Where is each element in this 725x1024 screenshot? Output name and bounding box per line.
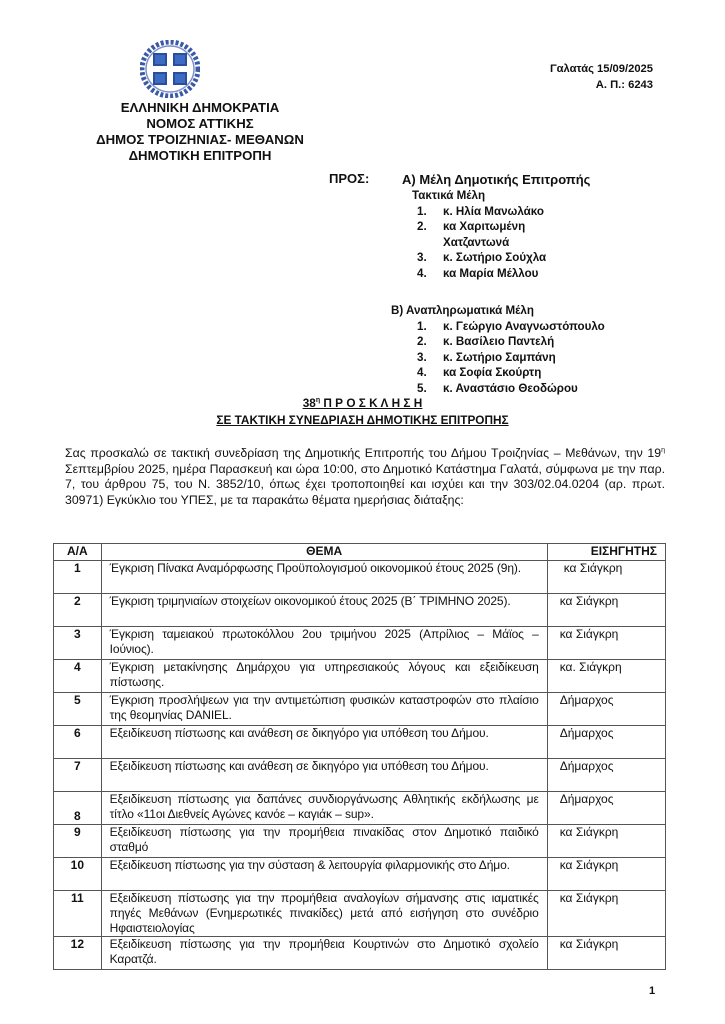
invitation-title [0, 396, 725, 410]
invitation-number: 38 [302, 396, 316, 410]
list-item: 3. κ. Σωτήριο Σαμπάνη [417, 350, 556, 364]
group-a-list [402, 188, 590, 282]
recipients-group-b [391, 303, 605, 397]
list-item: 4. κα Σοφία Σκούρτη [417, 366, 542, 380]
list-item: 2. κ. Βασίλειο Παντελή [417, 335, 555, 349]
org-line-2: ΝΟΜΟΣ ΑΤΤΙΚΗΣ [146, 116, 254, 131]
table-row: 3 Έγκριση ταμειακού πρωτοκόλλου 2ου τριμήνου 2025 (Απρίλιος – Μάϊος – Ιούνιος). κα Σιάγκρη [54, 627, 666, 660]
intro-paragraph: Σας προσκαλώ σε τακτική συνεδρίαση της Δημοτικής Επιτροπής του Δήμου Τροιζηνίας – Μεθάνων, την $19^\eta$ Σεπτεμβρίου 2025, ημέρα Παρασκευή και ώρα 10:00, στο Δημοτικό Κατάστημα Γαλατά, σύμφωνα με την παρ. 7, του άρθρου 75, του Ν. 3852/10, όπως έχει τροποποιηθεί και ισχύει και την 303/02.04.0204 (αρ. πρωτ. 30971) Εγκύκλιο του ΥΠΕΣ, με τα παρακάτω θέματα ημερήσιας διάταξης: [65, 446, 665, 508]
invitation-subtitle: ΣΕ ΤΑΚΤΙΚΗ ΣΥΝΕΔΡΙΑΣΗ ΔΗΜΟΤΙΚΗΣ ΕΠΙΤΡΟΠΗΣ [216, 413, 509, 427]
group-a-title: Α) Μέλη Δημοτικής Επιτροπής [402, 172, 591, 187]
organization-heading [60, 100, 340, 164]
date-protocol-block [550, 61, 653, 93]
table-row: 4 Έγκριση μετακίνησης Δημάρχου για υπηρεσιακούς λόγους και εξειδίκευση πίστωσης. κα. Σιάγκρη [54, 660, 666, 693]
list-item: 1. κ. Ηλία Μανωλάκο [417, 204, 544, 218]
org-line-1: ΕΛΛΗΝΙΚΗ ΔΗΜΟΚΡΑΤΙΑ [120, 100, 280, 115]
invitation-title-text: Π Ρ Ο Σ Κ Λ Η Σ Η [320, 396, 423, 410]
group-b-title: Β) Αναπληρωματικά Μέλη [391, 304, 534, 317]
table-row: 12 Εξειδίκευση πίστωσης για την προμήθεια Κουρτινών στο Δημοτικό σχολείο Καρατζά. κα Σιάγκρη [54, 937, 666, 970]
recipients-group-a [402, 171, 590, 282]
table-row: 2 Έγκριση τριμηνιαίων στοιχείων οικονομικού έτους 2025 (Β΄ ΤΡΙΜΗΝΟ 2025). κα Σιάγκρη [54, 594, 666, 627]
table-row: 6 Εξειδίκευση πίστωσης και ανάθεση σε δικηγόρο για υπόθεση του Δήμου. Δήμαρχος [54, 726, 666, 759]
list-item: 5. κ. Αναστάσιο Θεοδώρου [417, 381, 578, 395]
to-label: ΠΡΟΣ: [329, 171, 370, 186]
document-date: Γαλατάς 15/09/2025 [549, 63, 653, 75]
org-line-4: ΔΗΜΟΤΙΚΗ ΕΠΙΤΡΟΠΗ [128, 148, 272, 163]
table-row: 1 Έγκριση Πίνακα Αναμόρφωσης Προϋπολογισμού οικονομικού έτους 2025 (9η). κα Σιάγκρη [54, 561, 666, 594]
table-row: 10 Εξειδίκευση πίστωσης για την σύσταση & λειτουργία φιλαρμονικής στο Δήμο. κα Σιάγκρη [54, 858, 666, 891]
invitation-number-suffix: η [315, 397, 321, 405]
list-item: 1. κ. Γεώργιο Αναγνωστόπουλο [417, 319, 605, 333]
greek-emblem-icon [140, 40, 200, 98]
table-row: 11 Εξειδίκευση πίστωσης για την προμήθεια αναλογίων σήμανσης στις ιαματικές πηγές Μεθάνων (Ενημερωτικές πινακίδες) μετά από εισήγηση στο συνέδριο Ηφαιστειολογίας κα Σιάγκρη [54, 891, 666, 937]
table-row: 8 Εξειδίκευση πίστωσης για δαπάνες συνδιοργάνωσης Αθλητικής εκδήλωσης με τίτλο «11οι Διεθνείς Αγώνες κανόε – καγιάκ – sup». Δήμαρχος [54, 792, 666, 825]
org-line-3: ΔΗΜΟΣ ΤΡΟΙΖΗΝΙΑΣ- ΜΕΘΑΝΩΝ [96, 132, 304, 147]
header-rapporteur: ΕΙΣΗΓΗΤΗΣ [547, 544, 665, 561]
header-aa: Α/Α [54, 544, 102, 561]
page-number: 1 [649, 985, 656, 997]
table-header-row [54, 544, 666, 561]
list-item: 3. κ. Σωτήριο Σούχλα [417, 251, 547, 265]
table-row: 9 Εξειδίκευση πίστωσης για την προμήθεια πινακίδας στον Δημοτικό παιδικό σταθμό κα Σιάγκρη [54, 825, 666, 858]
list-item: 2. κα Χαριτωμένη Χατζαντωνά [417, 220, 526, 249]
table-row: 7 Εξειδίκευση πίστωσης και ανάθεση σε δικηγόρο για υπόθεση του Δήμου. Δήμαρχος [54, 759, 666, 792]
table-row: 5 Έγκριση προσλήψεων για την αντιμετώπιση φυσικών καταστροφών στο πλαίσιο της θεομηνίας DANIEL. Δήμαρχος [54, 693, 666, 726]
header-subject: ΘΕΜΑ [101, 544, 547, 561]
agenda-table [53, 543, 666, 970]
group-a-subtitle: Τακτικά Μέλη [412, 189, 486, 202]
list-item: 4. κα Μαρία Μέλλου [417, 266, 539, 280]
protocol-number: Α. Π.: 6243 [595, 79, 653, 91]
